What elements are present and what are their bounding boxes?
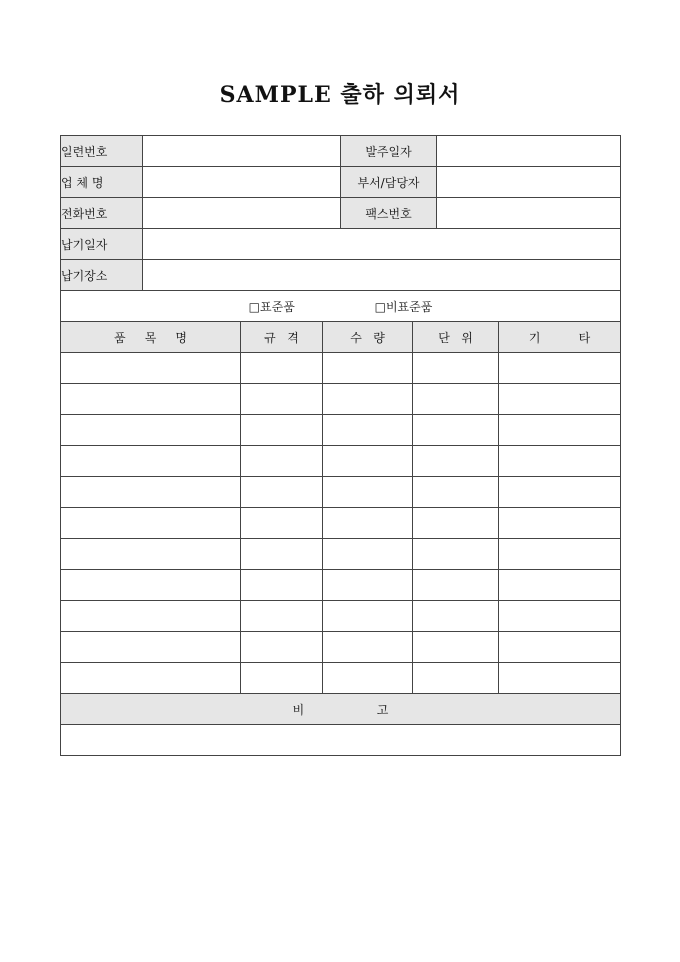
spec-cell[interactable] bbox=[241, 663, 323, 694]
unit-cell[interactable] bbox=[413, 415, 499, 446]
spec-cell[interactable] bbox=[241, 446, 323, 477]
dept-field[interactable] bbox=[437, 167, 621, 198]
order-date-field[interactable] bbox=[437, 136, 621, 167]
item-row bbox=[61, 570, 621, 601]
item-name-cell[interactable] bbox=[61, 570, 241, 601]
item-row bbox=[61, 539, 621, 570]
shipment-request-form bbox=[60, 135, 621, 756]
company-field[interactable] bbox=[143, 167, 341, 198]
item-row bbox=[61, 508, 621, 539]
item-name-cell[interactable] bbox=[61, 508, 241, 539]
qty-cell[interactable] bbox=[323, 446, 413, 477]
item-row bbox=[61, 415, 621, 446]
unit-cell[interactable] bbox=[413, 446, 499, 477]
unit-header: 단 위 bbox=[413, 322, 499, 353]
item-name-header: 품 목 명 bbox=[61, 322, 241, 353]
spec-cell[interactable] bbox=[241, 353, 323, 384]
phone-field[interactable] bbox=[143, 198, 341, 229]
delivery-place-label: 납기장소 bbox=[61, 260, 143, 291]
unit-cell[interactable] bbox=[413, 539, 499, 570]
unit-cell[interactable] bbox=[413, 508, 499, 539]
item-row bbox=[61, 632, 621, 663]
remarks-label: 비 고 bbox=[61, 694, 621, 725]
serial-field[interactable] bbox=[143, 136, 341, 167]
item-name-cell[interactable] bbox=[61, 415, 241, 446]
item-row bbox=[61, 353, 621, 384]
qty-cell[interactable] bbox=[323, 415, 413, 446]
remarks-header-row bbox=[61, 694, 621, 725]
unit-cell[interactable] bbox=[413, 632, 499, 663]
item-row bbox=[61, 446, 621, 477]
spec-cell[interactable] bbox=[241, 508, 323, 539]
spec-cell[interactable] bbox=[241, 632, 323, 663]
serial-label: 일련번호 bbox=[61, 136, 143, 167]
qty-cell[interactable] bbox=[323, 663, 413, 694]
info-row bbox=[61, 198, 621, 229]
qty-cell[interactable] bbox=[323, 384, 413, 415]
item-name-cell[interactable] bbox=[61, 632, 241, 663]
qty-header: 수 량 bbox=[323, 322, 413, 353]
dept-label: 부서/담당자 bbox=[341, 167, 437, 198]
phone-label: 전화번호 bbox=[61, 198, 143, 229]
spec-cell[interactable] bbox=[241, 415, 323, 446]
qty-cell[interactable] bbox=[323, 353, 413, 384]
etc-cell[interactable] bbox=[499, 601, 621, 632]
etc-cell[interactable] bbox=[499, 384, 621, 415]
item-row bbox=[61, 601, 621, 632]
spec-cell[interactable] bbox=[241, 384, 323, 415]
item-row bbox=[61, 477, 621, 508]
etc-cell[interactable] bbox=[499, 415, 621, 446]
etc-cell[interactable] bbox=[499, 663, 621, 694]
order-date-label: 발주일자 bbox=[341, 136, 437, 167]
etc-cell[interactable] bbox=[499, 570, 621, 601]
fax-label: 팩스번호 bbox=[341, 198, 437, 229]
etc-header: 기 타 bbox=[499, 322, 621, 353]
info-row bbox=[61, 229, 621, 260]
product-type-row bbox=[61, 291, 621, 322]
unit-cell[interactable] bbox=[413, 477, 499, 508]
qty-cell[interactable] bbox=[323, 601, 413, 632]
item-name-cell[interactable] bbox=[61, 353, 241, 384]
fax-field[interactable] bbox=[437, 198, 621, 229]
etc-cell[interactable] bbox=[499, 508, 621, 539]
company-label: 업 체 명 bbox=[61, 167, 143, 198]
spec-header: 규 격 bbox=[241, 322, 323, 353]
delivery-date-label: 납기일자 bbox=[61, 229, 143, 260]
remarks-field[interactable] bbox=[61, 725, 621, 756]
unit-cell[interactable] bbox=[413, 663, 499, 694]
delivery-date-field[interactable] bbox=[143, 229, 621, 260]
item-row bbox=[61, 384, 621, 415]
unit-cell[interactable] bbox=[413, 570, 499, 601]
item-name-cell[interactable] bbox=[61, 477, 241, 508]
delivery-place-field[interactable] bbox=[143, 260, 621, 291]
unit-cell[interactable] bbox=[413, 353, 499, 384]
product-type-cell bbox=[61, 291, 621, 322]
remarks-body-row bbox=[61, 725, 621, 756]
qty-cell[interactable] bbox=[323, 539, 413, 570]
info-row bbox=[61, 136, 621, 167]
etc-cell[interactable] bbox=[499, 446, 621, 477]
items-header-row bbox=[61, 322, 621, 353]
unit-cell[interactable] bbox=[413, 384, 499, 415]
etc-cell[interactable] bbox=[499, 353, 621, 384]
qty-cell[interactable] bbox=[323, 632, 413, 663]
etc-cell[interactable] bbox=[499, 632, 621, 663]
non-standard-product-checkbox[interactable]: □비표준품 bbox=[374, 299, 433, 314]
qty-cell[interactable] bbox=[323, 508, 413, 539]
info-row bbox=[61, 167, 621, 198]
etc-cell[interactable] bbox=[499, 539, 621, 570]
unit-cell[interactable] bbox=[413, 601, 499, 632]
etc-cell[interactable] bbox=[499, 477, 621, 508]
item-name-cell[interactable] bbox=[61, 601, 241, 632]
item-name-cell[interactable] bbox=[61, 446, 241, 477]
spec-cell[interactable] bbox=[241, 539, 323, 570]
spec-cell[interactable] bbox=[241, 601, 323, 632]
item-name-cell[interactable] bbox=[61, 539, 241, 570]
spec-cell[interactable] bbox=[241, 477, 323, 508]
spec-cell[interactable] bbox=[241, 570, 323, 601]
document-title: SAMPLE 출하 의뢰서 bbox=[219, 82, 461, 108]
item-row bbox=[61, 663, 621, 694]
info-row bbox=[61, 260, 621, 291]
qty-cell[interactable] bbox=[323, 570, 413, 601]
qty-cell[interactable] bbox=[323, 477, 413, 508]
item-name-cell[interactable] bbox=[61, 663, 241, 694]
standard-product-checkbox[interactable]: □표준품 bbox=[248, 299, 295, 314]
item-rows bbox=[61, 353, 621, 694]
item-name-cell[interactable] bbox=[61, 384, 241, 415]
